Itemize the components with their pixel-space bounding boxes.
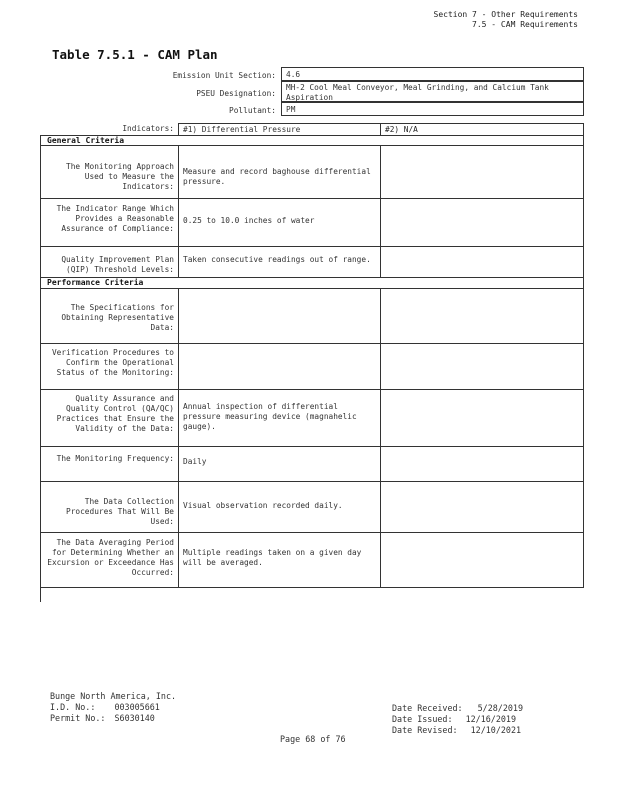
header-section-line: Section 7 - Other Requirements <box>433 10 578 19</box>
emission-unit-value: 4.6 <box>286 70 301 79</box>
pseu-box <box>281 81 584 102</box>
pollutant-box <box>281 102 584 116</box>
footer-issued <box>392 714 516 725</box>
footer-revised-value: 12/10/2021 <box>470 725 522 735</box>
row-value-specifications <box>178 289 381 343</box>
cam-plan-table <box>40 123 584 588</box>
table-row <box>40 247 584 278</box>
general-criteria-heading: General Criteria <box>40 135 584 146</box>
footer-permit <box>50 713 155 724</box>
footer-issued-value: 12/16/2019 <box>465 714 516 724</box>
pseu-value: MH-2 Cool Meal Conveyor, Meal Grinding, and Calcium Tank Aspiration <box>286 83 549 102</box>
pollutant-value: PM <box>286 105 296 114</box>
row-value-averaging-period: Multiple readings taken on a given day will be averaged. <box>178 533 381 587</box>
row-value-qip-threshold: Taken consecutive readings out of range. <box>178 247 381 277</box>
footer-id-value: 003005661 <box>114 702 160 712</box>
table-row <box>40 344 584 390</box>
table-row <box>40 482 584 533</box>
row-label-data-collection: The Data Collection Procedures That Will Be Used: <box>66 497 174 526</box>
pollutant-label: Pollutant: <box>229 106 276 115</box>
row-label-qa-qc: Quality Assurance and Quality Control (QA/QC) Practices that Ensure the Validity of the Data: <box>56 394 174 433</box>
table-row <box>40 533 584 588</box>
row-value-verification <box>178 344 381 389</box>
footer-received <box>392 703 523 714</box>
footer-received-label: Date Received: <box>392 703 463 713</box>
footer-permit-value: S6030140 <box>114 713 155 723</box>
table-row <box>40 199 584 247</box>
row-label-averaging-period: The Data Averaging Period for Determining Whether an Excursion or Exceedance Has Occurred: <box>47 538 174 577</box>
row-value-data-collection: Visual observation recorded daily. <box>178 482 381 532</box>
footer-id-label: I.D. No.: <box>50 702 96 712</box>
page-title: Table 7.5.1 - CAM Plan <box>52 47 218 62</box>
pseu-label: PSEU Designation: <box>196 89 276 98</box>
row-value-qa-qc: Annual inspection of differential pressure measuring device (magnahelic gauge). <box>178 390 381 446</box>
footer-permit-label: Permit No.: <box>50 713 106 723</box>
row-label-monitoring-approach: The Monitoring Approach Used to Measure the Indicators: <box>66 162 174 191</box>
performance-criteria-heading: Performance Criteria <box>40 278 584 289</box>
emission-unit-box <box>281 67 584 81</box>
row-value-frequency: Daily <box>178 447 381 481</box>
header-subsection-line: 7.5 - CAM Requirements <box>472 20 578 29</box>
row-label-verification: Verification Procedures to Confirm the Operational Status of the Monitoring: <box>51 348 174 377</box>
row-label-frequency: The Monitoring Frequency: <box>56 454 174 463</box>
footer-issued-label: Date Issued: <box>392 714 453 724</box>
table-row <box>40 146 584 199</box>
table-row <box>40 289 584 344</box>
indicator-1: #1) Differential Pressure <box>178 123 381 135</box>
row-value-monitoring-approach: Measure and record baghouse differential pressure. <box>178 146 381 198</box>
indicators-label: Indicators: <box>122 124 174 133</box>
page-number: Page 68 of 76 <box>280 734 346 744</box>
indicator-2: #2) N/A <box>381 123 584 135</box>
row-label-qip-threshold: Quality Improvement Plan (QIP) Threshold Levels: <box>61 255 174 274</box>
footer-revised-label: Date Revised: <box>392 725 458 735</box>
row-label-indicator-range: The Indicator Range Which Provides a Reasonable Assurance of Compliance: <box>56 204 174 233</box>
table-row <box>40 390 584 447</box>
emission-unit-label: Emission Unit Section: <box>172 71 276 80</box>
indicators-row <box>40 123 584 135</box>
table-row <box>40 447 584 482</box>
footer-id <box>50 702 160 713</box>
row-value-indicator-range: 0.25 to 10.0 inches of water <box>178 199 381 246</box>
footer-revised <box>392 725 521 736</box>
footer-company: Bunge North America, Inc. <box>50 691 177 701</box>
footer-received-value: 5/28/2019 <box>477 703 524 713</box>
row-label-specifications: The Specifications for Obtaining Representative Data: <box>61 303 174 332</box>
grid-left-border <box>40 135 41 602</box>
